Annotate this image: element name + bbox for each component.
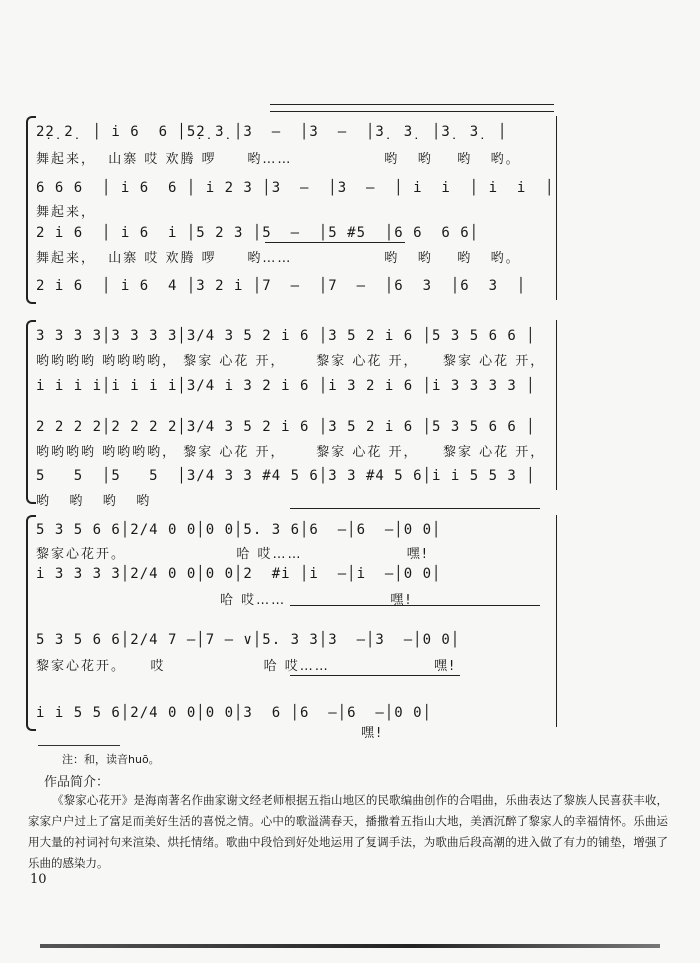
part3-notes: 2 2 2 2│2 2 2 2│3/4 3 5 2 i 6 │3 5 2 i 6 │5 3 5 6 6 │ [36,419,536,435]
part4-notes: 5 5 │5 5 │3/4 3 3 #4 5 6│3 3 #4 5 6│i i 5 5 3 │ [36,468,536,484]
tie-line [265,242,405,243]
part4-lyric: 哟 哟 哟 哟 [36,494,152,509]
part2-notes: 6 6 6 │ i 6 6 │ i 2 3 │3 – │3 – │ i i │ i i │ [36,180,555,196]
part4-lyric: 嘿! [36,726,384,741]
footnote: 注：和，读音huō。 [62,753,160,766]
part1-lyric: 舞起来， 山寨 哎 欢腾 啰 哟…… 哟 哟 哟 哟。 [36,152,521,167]
end-barline [556,515,557,727]
part2-lyric: 哈 哎…… 嘿! [36,593,413,608]
part2-lyric: 舞起来， [36,205,97,220]
part1-lyric: 黎家心花开。 哈 哎…… 嘿! [36,547,429,562]
part1-notes: 5 3 5 6 6│2/4 0 0│0 0│5. 3 6│6 –│6 –│0 0│ [36,522,442,538]
system-brace [26,116,36,304]
tie-line [290,508,540,509]
part3-notes: 5 3 5 6 6│2/4 7 –│7 – ∨│5. 3 3│3 –│3 –│0 0│ [36,632,461,648]
part3-lyric: 黎家心花开。 哎 哈 哎…… 嘿! [36,659,457,674]
part2-notes: i i i i│i i i i│3/4 i 3 2 i 6 │i 3 2 i 6 │i 3 3 3 3 │ [36,378,536,394]
part1-notes: 2̣2̣ 2̣ │ i 6 6 │5̣2̣ 3̣ │3 – │3 – │3̣ 3̣ │3̣ 3̣ │ [36,124,508,140]
footnote-rule [38,745,120,746]
system-brace [26,320,36,504]
part3-notes: 2 i 6 │ i 6 i │5 2 3 │5 – │5 #5 │6 6 6 6│ [36,225,480,241]
intro-text: 《黎家心花开》是海南著名作曲家谢文经老师根据五指山地区的民歌编曲创作的合唱曲，乐曲表达了黎族人民喜获丰收，家家户户过上了富足而美好生活的喜悦之情。心中的歌溢满春天，播撒着五指山大地，美酒沉醉了黎家人的幸福情怀。乐曲运用大量的衬词衬句来渲染、烘托情绪。歌曲中段恰到好处地运用了复调手法，为歌曲后段高潮的进入做了有力的铺垫，增强了乐曲的感染力。 [28,793,668,870]
part4-notes: i i 5 5 6│2/4 0 0│0 0│3 6 │6 –│6 –│0 0│ [36,705,433,721]
scan-edge-bar [40,944,660,948]
part1-lyric: 哟哟哟哟 哟哟哟哟， 黎家 心花 开， 黎家 心花 开， 黎家 心花 开， [36,354,546,369]
part2-notes: i 3 3 3 3│2/4 0 0│0 0│2 #i │i –│i –│0 0│ [36,566,442,582]
part3-lyric: 舞起来， 山寨 哎 欢腾 啰 哟…… 哟 哟 哟 哟。 [36,251,521,266]
part4-notes: 2 i 6 │ i 6 4 │3 2 i │7 – │7 – │6 3 │6 3 │ [36,278,527,294]
part3-lyric: 哟哟哟哟 哟哟哟哟， 黎家 心花 开， 黎家 心花 开， 黎家 心花 开， [36,445,546,460]
tie-line [270,111,554,112]
part1-notes: 3 3 3 3│3 3 3 3│3/4 3 5 2 i 6 │3 5 2 i 6 │5 3 5 6 6 │ [36,328,536,344]
tie-line [270,104,554,105]
intro-title: 作品简介： [44,775,110,790]
end-barline [556,116,557,300]
tie-line [290,675,460,676]
system-brace [26,515,36,731]
end-barline [556,320,557,490]
page-number: 10 [30,872,47,887]
